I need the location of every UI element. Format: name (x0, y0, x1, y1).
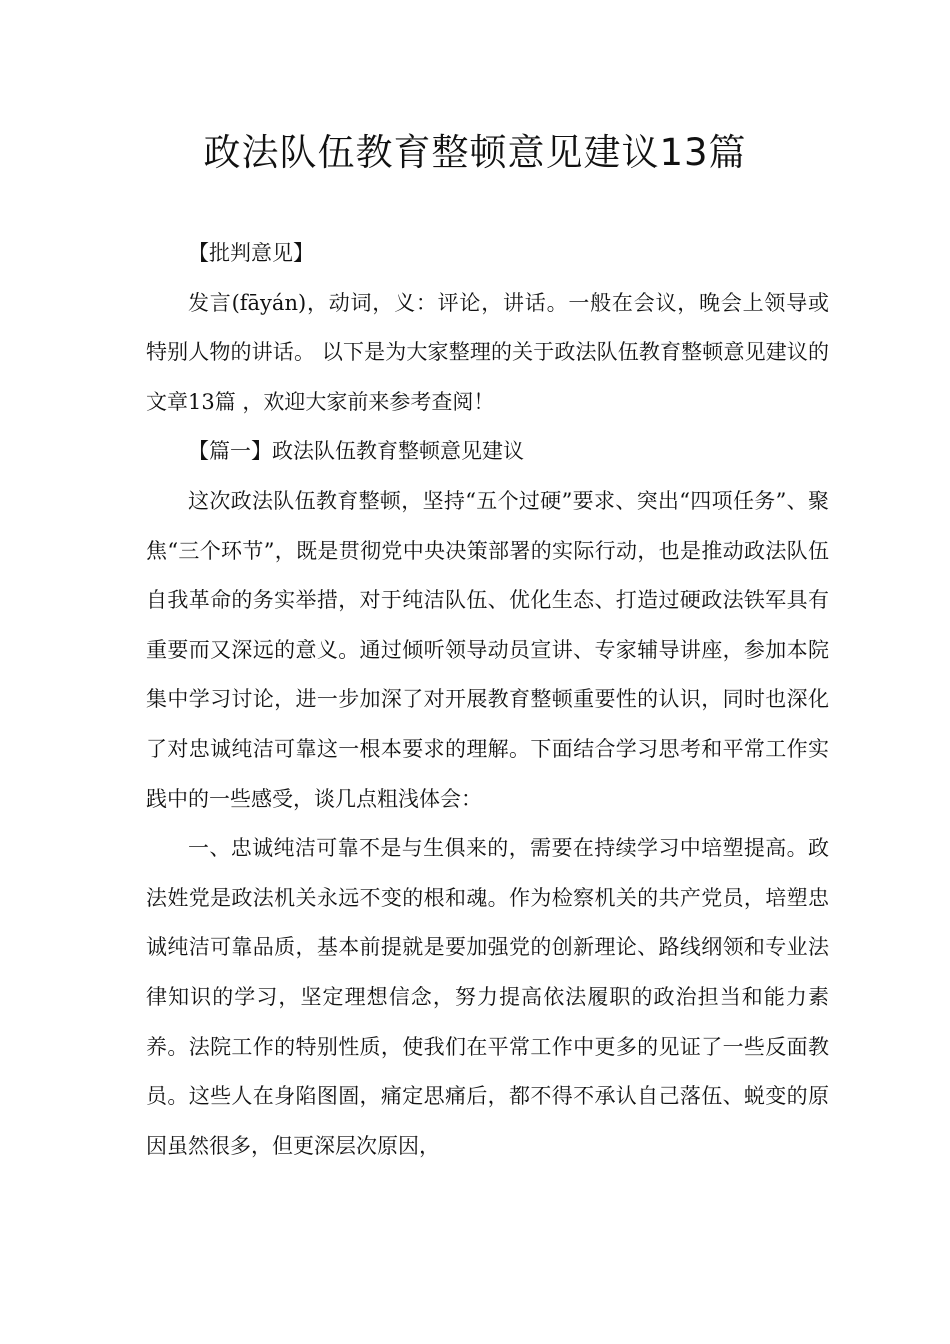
body-paragraph-2: 一、忠诚纯洁可靠不是与生俱来的，需要在持续学习中培塑提高。政法姓党是政法机关永远不变的根和魂。作为检察机关的共产党员，培塑忠诚纯洁可靠品质，基本前提就是要加强党的创新理论、路线纲领和专业法律知识的学习，坚定理想信念，努力提高依法履职的政治担当和能力素养。法院工作的特别性质，使我们在平常工作中更多的见证了一些反面教员。这些人在身陷图圄，痛定思痛后，都不得不承认自己落伍、蜕变的原因虽然很多，但更深层次原因， (146, 836, 829, 1158)
section-heading-part-one: 【篇一】政法队伍教育整顿意见建议 (188, 439, 524, 464)
intro-paragraph: 发言(fāyán)，动词，义：评论，讲话。一般在会议，晚会上领导或特别人物的讲话。 以下是为大家整理的关于政法队伍教育整顿意见建议的文章13篇 ，欢迎大家前来参考查阅！ (146, 290, 829, 414)
document-body (146, 229, 829, 1171)
document-title: 政法队伍教育整顿意见建议13篇 (203, 131, 747, 174)
section-heading-critique: 【批判意见】 (188, 241, 314, 265)
body-paragraph-1: 这次政法队伍教育整顿，坚持“五个过硬”要求、突出“四项任务”、聚焦“三个环节”，既是贯彻党中央决策部署的实际行动，也是推动政法队伍自我革命的务实举措，对于纯洁队伍、优化生态、打造过硬政法铁军具有重要而又深远的意义。通过倾听领导动员宣讲、专家辅导讲座，参加本院集中学习讨论，进一步加深了对开展教育整顿重要性的认识，同时也深化了对忠诚纯洁可靠这一根本要求的理解。下面结合学习思考和平常工作实践中的一些感受，谈几点粗浅体会： (146, 488, 829, 811)
